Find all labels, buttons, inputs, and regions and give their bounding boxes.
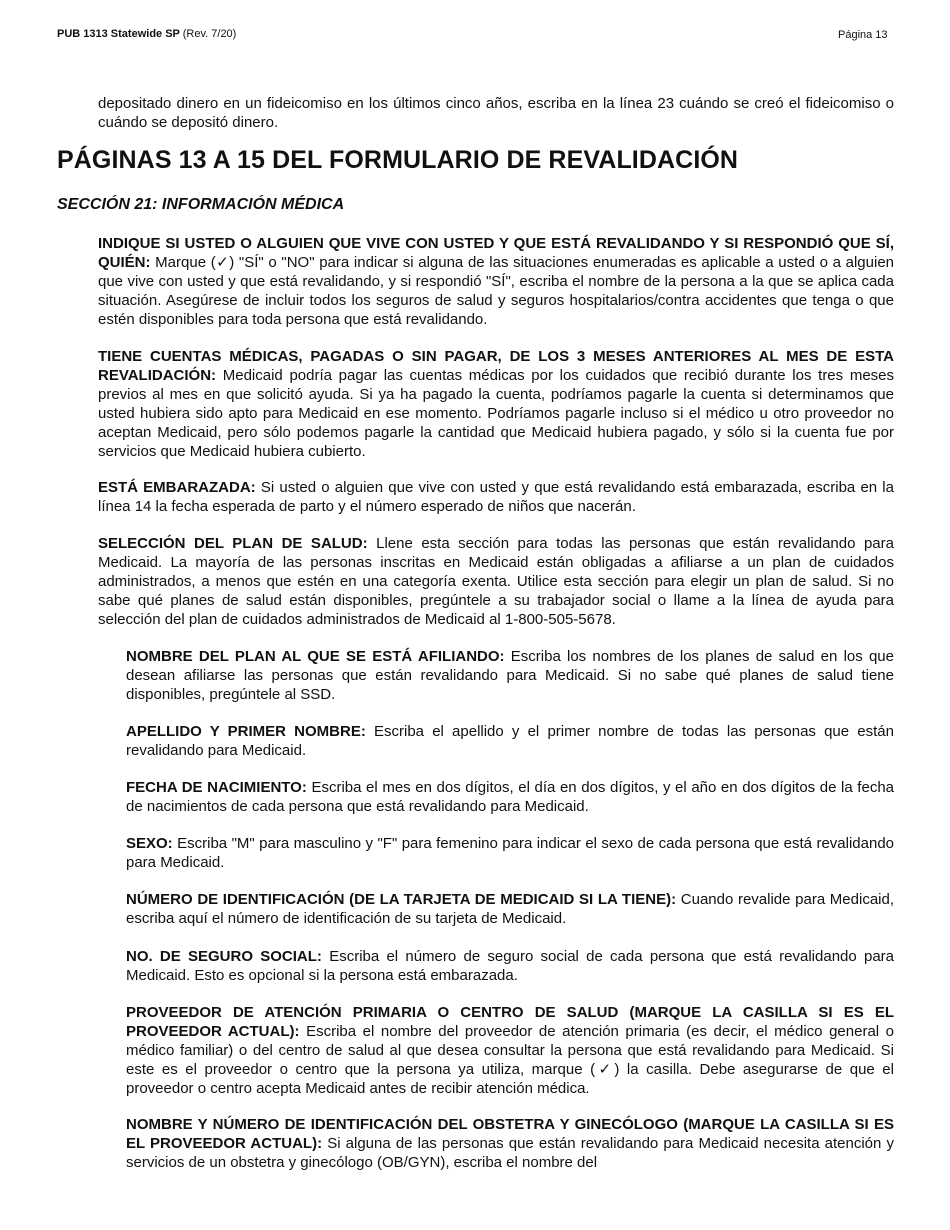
paragraph-body: Escriba el nombre del proveedor de atención primaria (es decir, el médico general o médico familiar) o del centro de salud al que desea consultar la persona que está revalidando para Medicaid. Si este es el proveedor o centro que la persona ya utiliza, marque (✓) la casilla. Debe asegurarse de que el proveedor o centro acepta Medicaid antes de recibir atención médica. [126,1023,895,1097]
header-revision: (Rev. 7/20) [182,28,237,40]
paragraph-body: Si usted o alguien que vive con usted y que está revalidando está embarazada, escriba en la línea 14 la fecha esperada de parto y el número esperado de niños que nacerán. [98,479,894,515]
paragraph-heading: NOMBRE Y NÚMERO DE IDENTIFICACIÓN DEL OBSTETRA Y GINECÓLOGO (MARQUE LA CASILLA SI ES EL PROVEEDOR ACTUAL): [126,1116,894,1152]
paragraph-heading: SELECCIÓN DEL PLAN DE SALUD: [98,535,368,552]
paragraph-heading: NÚMERO DE IDENTIFICACIÓN (DE LA TARJETA DE MEDICAID SI LA TIENE): [126,891,677,908]
paragraph-body: Escriba "M" para masculino y "F" para femenino para indicar el sexo de cada persona que está revalidando para Medicaid. [126,835,895,871]
paragraph-heading: ESTÁ EMBARAZADA: [98,479,256,496]
paragraph-health-plan-selection [98,534,894,629]
paragraph-pregnancy [98,478,894,516]
paragraph-primary-care-provider [126,1003,894,1098]
header-page-number: Página 13 [838,29,888,41]
paragraph-heading: NOMBRE DEL PLAN AL QUE SE ESTÁ AFILIANDO: [126,648,505,665]
paragraph-medical-bills [98,347,894,461]
header-pub-number: PUB 1313 Statewide SP [57,28,180,40]
paragraph-body: Marque (✓) "SÍ" o "NO" para indicar si alguna de las situaciones enumeradas es aplicable a usted o a alguien que vive con usted y que está revalidando, y si respondió "SÍ", escriba el nombre de la persona a la que se aplica cada situación. Asegúrese de incluir todos los seguros de salud y seguros hospitalarios/contra accidentes que tenga o que estén disponibles para toda persona que está revalidando. [98,254,895,328]
header-publication [57,28,236,40]
paragraph-heading: SEXO: [126,835,173,852]
paragraph-birth-date [126,778,894,816]
paragraph-body: Si alguna de las personas que están revalidando para Medicaid necesita atención y servicios de un obstetra y ginecólogo (OB/GYN), escriba el nombre del [126,1135,894,1171]
paragraph-obgyn [126,1115,894,1172]
paragraph-body: Escriba el apellido y el primer nombre de todas las personas que están revalidando para Medicaid. [126,723,894,759]
paragraph-body: Escriba el número de seguro social de cada persona que está revalidando para Medicaid. Esto es opcional si la persona está embarazada. [126,948,894,984]
paragraph-heading: PROVEEDOR DE ATENCIÓN PRIMARIA O CENTRO DE SALUD (MARQUE LA CASILLA SI ES EL PROVEEDOR ACTUAL): [126,1004,894,1040]
intro-paragraph: depositado dinero en un fideicomiso en los últimos cinco años, escriba en la línea 23 cuándo se creó el fideicomiso o cuándo se depositó dinero. [98,95,894,131]
paragraph-sex [126,834,894,872]
paragraph-id-number [126,890,894,928]
paragraph-household-situations [98,234,894,329]
paragraph-body: Escriba los nombres de los planes de salud en los que desean afiliarse las personas que están revalidando para Medicaid. Si no sabe qué planes de salud tiene disponibles, pregúntele al SSD. [126,648,894,703]
page-title: PÁGINAS 13 A 15 DEL FORMULARIO DE REVALIDACIÓN [57,146,739,174]
paragraph-name [126,722,894,760]
paragraph-body: Escriba el mes en dos dígitos, el día en dos dígitos, y el año en dos dígitos de la fecha de nacimientos de cada persona que está revalidando para Medicaid. [126,779,895,815]
paragraph-heading: FECHA DE NACIMIENTO: [126,779,307,796]
paragraph-heading: INDIQUE SI USTED O ALGUIEN QUE VIVE CON USTED Y QUE ESTÁ REVALIDANDO Y SI RESPONDIÓ QUE SÍ, QUIÉN: [98,235,894,271]
section-heading: SECCIÓN 21: INFORMACIÓN MÉDICA [57,196,345,213]
paragraph-social-security [126,947,894,985]
paragraph-heading: NO. DE SEGURO SOCIAL: [126,948,322,965]
paragraph-plan-name [126,647,894,704]
paragraph-heading: TIENE CUENTAS MÉDICAS, PAGADAS O SIN PAGAR, DE LOS 3 MESES ANTERIORES AL MES DE ESTA REVALIDACIÓN: [98,348,894,384]
paragraph-heading: APELLIDO Y PRIMER NOMBRE: [126,723,366,740]
paragraph-body: Llene esta sección para todas las personas que están revalidando para Medicaid. La mayoría de las personas inscritas en Medicaid están obligadas a afiliarse a un plan de cuidados administrados, a menos que estén en una categoría exenta. Utilice esta sección para elegir un plan de salud. Si no sabe qué planes de salud están disponibles, pregúntele a su trabajador social o llame a la línea de ayuda para selección del plan de cuidados administrados de Medicaid al 1-800-505-5678. [98,535,894,628]
paragraph-body: Medicaid podría pagar las cuentas médicas por los cuidados que recibió durante los tres meses previos al mes en que solicitó ayuda. Si ya ha pagado la cuenta, podríamos pagarle la cuenta si determinamos que usted hubiera sido apto para Medicaid en ese momento. Podríamos pagarle incluso si el médico u otro proveedor no aceptan Medicaid, pero sólo podemos pagarle la cantidad que Medicaid hubiera pagado, y sólo si la cuenta fue por servicios que Medicaid hubiera cubierto. [98,367,895,460]
paragraph-body: Cuando revalide para Medicaid, escriba aquí el número de identificación de su tarjeta de Medicaid. [126,891,895,927]
